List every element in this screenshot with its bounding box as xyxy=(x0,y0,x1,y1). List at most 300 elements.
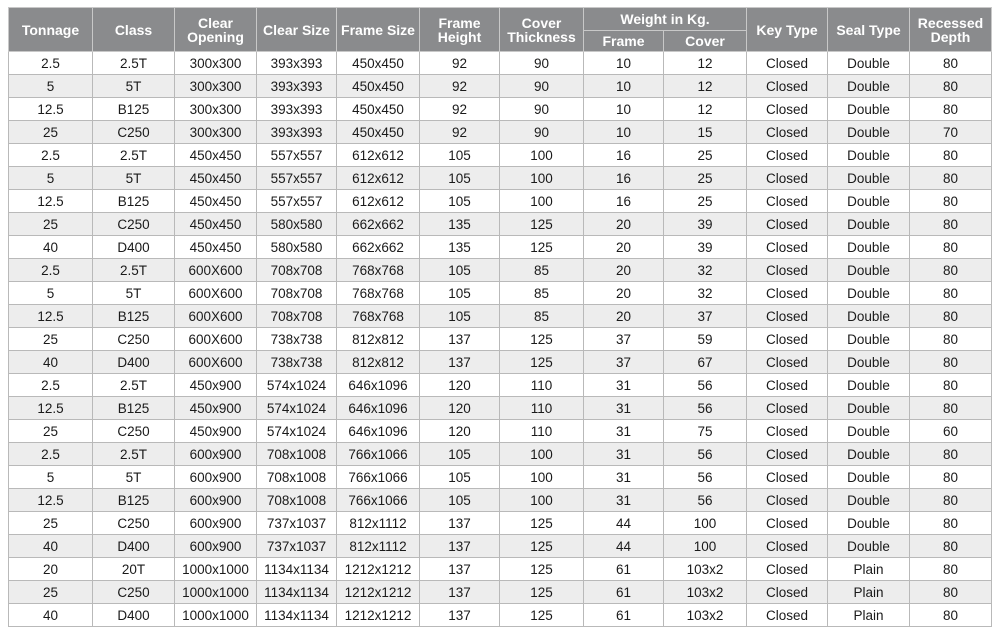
cell-seal-type: Double xyxy=(828,236,910,259)
header-tonnage: Tonnage xyxy=(9,8,93,52)
cell-class: 5T xyxy=(93,466,175,489)
table-row xyxy=(9,121,992,144)
table-row xyxy=(9,236,992,259)
header-frame-height: Frame Height xyxy=(420,8,500,52)
cell-recessed-depth: 80 xyxy=(910,466,992,489)
cell-key-type: Closed xyxy=(747,443,828,466)
cell-class: B125 xyxy=(93,98,175,121)
cell-clear-opening: 450x450 xyxy=(175,144,257,167)
header-seal-type: Seal Type xyxy=(828,8,910,52)
cell-frame-size: 450x450 xyxy=(337,121,420,144)
table-row xyxy=(9,489,992,512)
cell-seal-type: Double xyxy=(828,52,910,75)
cell-weight-cover: 25 xyxy=(664,190,747,213)
cell-weight-cover: 56 xyxy=(664,374,747,397)
cell-recessed-depth: 80 xyxy=(910,144,992,167)
cell-clear-size: 708x1008 xyxy=(257,443,337,466)
cell-clear-size: 393x393 xyxy=(257,98,337,121)
cell-recessed-depth: 80 xyxy=(910,282,992,305)
cell-cover-thickness: 85 xyxy=(500,305,584,328)
cell-key-type: Closed xyxy=(747,581,828,604)
cell-frame-size: 662x662 xyxy=(337,236,420,259)
cell-weight-cover: 103x2 xyxy=(664,604,747,627)
table-row xyxy=(9,374,992,397)
table-row xyxy=(9,466,992,489)
cell-frame-size: 662x662 xyxy=(337,213,420,236)
cell-weight-frame: 16 xyxy=(584,190,664,213)
cell-clear-opening: 450x450 xyxy=(175,213,257,236)
table-header xyxy=(9,8,992,52)
cell-class: 5T xyxy=(93,282,175,305)
cell-class: B125 xyxy=(93,397,175,420)
cell-weight-cover: 103x2 xyxy=(664,558,747,581)
cell-tonnage: 40 xyxy=(9,604,93,627)
header-weight-cover: Cover xyxy=(664,31,747,52)
cell-clear-size: 738x738 xyxy=(257,351,337,374)
cell-weight-cover: 56 xyxy=(664,466,747,489)
cell-weight-cover: 32 xyxy=(664,259,747,282)
cell-frame-height: 137 xyxy=(420,351,500,374)
cell-key-type: Closed xyxy=(747,558,828,581)
cell-key-type: Closed xyxy=(747,236,828,259)
cell-key-type: Closed xyxy=(747,512,828,535)
cell-frame-height: 105 xyxy=(420,489,500,512)
cell-weight-frame: 10 xyxy=(584,52,664,75)
table-row xyxy=(9,420,992,443)
cell-tonnage: 12.5 xyxy=(9,98,93,121)
cell-class: C250 xyxy=(93,121,175,144)
cell-tonnage: 2.5 xyxy=(9,374,93,397)
cell-class: 5T xyxy=(93,75,175,98)
cell-cover-thickness: 85 xyxy=(500,282,584,305)
cell-recessed-depth: 80 xyxy=(910,52,992,75)
table-row xyxy=(9,167,992,190)
cell-clear-size: 393x393 xyxy=(257,121,337,144)
cell-seal-type: Plain xyxy=(828,558,910,581)
cell-weight-cover: 59 xyxy=(664,328,747,351)
cell-weight-cover: 12 xyxy=(664,52,747,75)
cell-frame-size: 1212x1212 xyxy=(337,558,420,581)
cell-frame-height: 137 xyxy=(420,535,500,558)
cell-weight-frame: 61 xyxy=(584,604,664,627)
cell-clear-opening: 450x900 xyxy=(175,374,257,397)
cell-key-type: Closed xyxy=(747,466,828,489)
cell-clear-size: 557x557 xyxy=(257,167,337,190)
cell-key-type: Closed xyxy=(747,489,828,512)
cell-weight-frame: 31 xyxy=(584,420,664,443)
cell-weight-cover: 12 xyxy=(664,75,747,98)
table-row xyxy=(9,190,992,213)
cell-seal-type: Double xyxy=(828,397,910,420)
header-cover-thickness: Cover Thickness xyxy=(500,8,584,52)
cell-seal-type: Double xyxy=(828,213,910,236)
cell-class: 2.5T xyxy=(93,443,175,466)
cell-key-type: Closed xyxy=(747,213,828,236)
cell-weight-frame: 20 xyxy=(584,213,664,236)
table-row xyxy=(9,144,992,167)
cell-cover-thickness: 125 xyxy=(500,558,584,581)
cell-class: 2.5T xyxy=(93,259,175,282)
table-body xyxy=(9,52,992,627)
cell-recessed-depth: 80 xyxy=(910,328,992,351)
cell-cover-thickness: 110 xyxy=(500,397,584,420)
cell-seal-type: Plain xyxy=(828,604,910,627)
cell-recessed-depth: 80 xyxy=(910,443,992,466)
cell-key-type: Closed xyxy=(747,374,828,397)
cell-frame-height: 92 xyxy=(420,98,500,121)
cell-clear-opening: 300x300 xyxy=(175,98,257,121)
cell-frame-height: 105 xyxy=(420,167,500,190)
cell-frame-size: 812x812 xyxy=(337,351,420,374)
cell-recessed-depth: 80 xyxy=(910,167,992,190)
cell-class: B125 xyxy=(93,489,175,512)
cell-weight-frame: 10 xyxy=(584,98,664,121)
cell-tonnage: 40 xyxy=(9,535,93,558)
cell-cover-thickness: 100 xyxy=(500,167,584,190)
cell-clear-opening: 1000x1000 xyxy=(175,558,257,581)
cell-key-type: Closed xyxy=(747,397,828,420)
cell-cover-thickness: 125 xyxy=(500,213,584,236)
cell-tonnage: 2.5 xyxy=(9,443,93,466)
cell-tonnage: 25 xyxy=(9,420,93,443)
cell-weight-frame: 31 xyxy=(584,466,664,489)
cell-frame-size: 766x1066 xyxy=(337,466,420,489)
cell-recessed-depth: 80 xyxy=(910,98,992,121)
cell-clear-size: 574x1024 xyxy=(257,420,337,443)
cell-frame-height: 137 xyxy=(420,328,500,351)
manhole-cover-spec-table xyxy=(8,7,992,627)
cell-clear-opening: 600x900 xyxy=(175,512,257,535)
cell-tonnage: 2.5 xyxy=(9,52,93,75)
cell-tonnage: 2.5 xyxy=(9,144,93,167)
cell-seal-type: Double xyxy=(828,144,910,167)
cell-frame-size: 646x1096 xyxy=(337,374,420,397)
cell-class: D400 xyxy=(93,535,175,558)
table-row xyxy=(9,328,992,351)
cell-seal-type: Double xyxy=(828,374,910,397)
cell-recessed-depth: 80 xyxy=(910,213,992,236)
header-clear-opening: Clear Opening xyxy=(175,8,257,52)
header-class: Class xyxy=(93,8,175,52)
cell-clear-opening: 450x900 xyxy=(175,397,257,420)
cell-cover-thickness: 110 xyxy=(500,420,584,443)
cell-weight-frame: 61 xyxy=(584,581,664,604)
table-row xyxy=(9,558,992,581)
cell-weight-cover: 25 xyxy=(664,144,747,167)
cell-tonnage: 25 xyxy=(9,328,93,351)
cell-frame-size: 766x1066 xyxy=(337,489,420,512)
cell-recessed-depth: 80 xyxy=(910,351,992,374)
cell-seal-type: Double xyxy=(828,351,910,374)
table-row xyxy=(9,351,992,374)
cell-class: C250 xyxy=(93,213,175,236)
cell-class: 2.5T xyxy=(93,374,175,397)
cell-weight-frame: 31 xyxy=(584,397,664,420)
cell-seal-type: Double xyxy=(828,121,910,144)
table-row xyxy=(9,98,992,121)
cell-weight-cover: 37 xyxy=(664,305,747,328)
cell-frame-size: 766x1066 xyxy=(337,443,420,466)
cell-frame-size: 612x612 xyxy=(337,190,420,213)
cell-weight-frame: 16 xyxy=(584,144,664,167)
cell-recessed-depth: 80 xyxy=(910,535,992,558)
table-row xyxy=(9,259,992,282)
cell-seal-type: Double xyxy=(828,420,910,443)
cell-tonnage: 5 xyxy=(9,75,93,98)
cell-class: 2.5T xyxy=(93,144,175,167)
cell-weight-frame: 31 xyxy=(584,489,664,512)
cell-cover-thickness: 125 xyxy=(500,535,584,558)
cell-key-type: Closed xyxy=(747,190,828,213)
cell-cover-thickness: 125 xyxy=(500,581,584,604)
cell-frame-size: 1212x1212 xyxy=(337,604,420,627)
cell-key-type: Closed xyxy=(747,75,828,98)
cell-tonnage: 12.5 xyxy=(9,397,93,420)
cell-tonnage: 5 xyxy=(9,466,93,489)
cell-clear-opening: 300x300 xyxy=(175,75,257,98)
cell-class: C250 xyxy=(93,512,175,535)
cell-class: B125 xyxy=(93,305,175,328)
table-row xyxy=(9,443,992,466)
cell-class: 2.5T xyxy=(93,52,175,75)
cell-cover-thickness: 100 xyxy=(500,489,584,512)
cell-clear-size: 708x1008 xyxy=(257,489,337,512)
table-row xyxy=(9,512,992,535)
cell-weight-cover: 12 xyxy=(664,98,747,121)
cell-weight-frame: 31 xyxy=(584,374,664,397)
cell-tonnage: 12.5 xyxy=(9,305,93,328)
cell-tonnage: 25 xyxy=(9,121,93,144)
cell-frame-size: 1212x1212 xyxy=(337,581,420,604)
table-row xyxy=(9,604,992,627)
cell-weight-frame: 10 xyxy=(584,121,664,144)
cell-class: 20T xyxy=(93,558,175,581)
table-row xyxy=(9,397,992,420)
table-row xyxy=(9,213,992,236)
cell-seal-type: Double xyxy=(828,98,910,121)
cell-cover-thickness: 100 xyxy=(500,144,584,167)
cell-weight-cover: 100 xyxy=(664,512,747,535)
cell-frame-height: 137 xyxy=(420,558,500,581)
cell-frame-size: 450x450 xyxy=(337,75,420,98)
cell-clear-size: 708x708 xyxy=(257,282,337,305)
cell-key-type: Closed xyxy=(747,259,828,282)
table-row xyxy=(9,581,992,604)
cell-key-type: Closed xyxy=(747,52,828,75)
cell-frame-size: 768x768 xyxy=(337,259,420,282)
table-row xyxy=(9,52,992,75)
cell-weight-cover: 56 xyxy=(664,443,747,466)
cell-tonnage: 40 xyxy=(9,236,93,259)
cell-frame-height: 137 xyxy=(420,581,500,604)
cell-clear-opening: 600x900 xyxy=(175,466,257,489)
cell-frame-height: 135 xyxy=(420,213,500,236)
cell-frame-size: 612x612 xyxy=(337,167,420,190)
table-row xyxy=(9,75,992,98)
cell-cover-thickness: 90 xyxy=(500,52,584,75)
cell-frame-height: 105 xyxy=(420,259,500,282)
cell-clear-opening: 450x900 xyxy=(175,420,257,443)
cell-recessed-depth: 60 xyxy=(910,420,992,443)
cell-weight-frame: 37 xyxy=(584,328,664,351)
cell-tonnage: 12.5 xyxy=(9,190,93,213)
cell-cover-thickness: 110 xyxy=(500,374,584,397)
cell-frame-height: 105 xyxy=(420,443,500,466)
cell-frame-height: 137 xyxy=(420,512,500,535)
cell-key-type: Closed xyxy=(747,144,828,167)
cell-tonnage: 40 xyxy=(9,351,93,374)
cell-cover-thickness: 100 xyxy=(500,190,584,213)
cell-clear-size: 738x738 xyxy=(257,328,337,351)
cell-recessed-depth: 80 xyxy=(910,259,992,282)
cell-weight-frame: 20 xyxy=(584,236,664,259)
cell-frame-height: 135 xyxy=(420,236,500,259)
cell-class: D400 xyxy=(93,604,175,627)
cell-key-type: Closed xyxy=(747,282,828,305)
header-frame-size: Frame Size xyxy=(337,8,420,52)
cell-frame-height: 105 xyxy=(420,466,500,489)
cell-frame-height: 105 xyxy=(420,305,500,328)
cell-cover-thickness: 85 xyxy=(500,259,584,282)
cell-weight-cover: 39 xyxy=(664,213,747,236)
cell-frame-size: 768x768 xyxy=(337,282,420,305)
cell-seal-type: Double xyxy=(828,282,910,305)
cell-weight-cover: 39 xyxy=(664,236,747,259)
cell-class: C250 xyxy=(93,328,175,351)
header-weight-group: Weight in Kg. xyxy=(584,8,747,31)
cell-frame-size: 812x812 xyxy=(337,328,420,351)
cell-frame-height: 120 xyxy=(420,420,500,443)
cell-cover-thickness: 100 xyxy=(500,466,584,489)
cell-weight-frame: 20 xyxy=(584,305,664,328)
cell-clear-opening: 300x300 xyxy=(175,52,257,75)
cell-clear-opening: 600x900 xyxy=(175,443,257,466)
cell-frame-size: 450x450 xyxy=(337,98,420,121)
cell-clear-opening: 600X600 xyxy=(175,305,257,328)
cell-weight-frame: 44 xyxy=(584,535,664,558)
cell-seal-type: Double xyxy=(828,190,910,213)
cell-cover-thickness: 90 xyxy=(500,98,584,121)
cell-clear-opening: 1000x1000 xyxy=(175,604,257,627)
cell-clear-opening: 450x450 xyxy=(175,190,257,213)
cell-recessed-depth: 80 xyxy=(910,558,992,581)
cell-clear-size: 580x580 xyxy=(257,213,337,236)
cell-cover-thickness: 125 xyxy=(500,604,584,627)
cell-frame-height: 105 xyxy=(420,282,500,305)
cell-frame-size: 812x1112 xyxy=(337,512,420,535)
cell-frame-height: 137 xyxy=(420,604,500,627)
cell-frame-size: 612x612 xyxy=(337,144,420,167)
cell-frame-height: 120 xyxy=(420,374,500,397)
cell-weight-frame: 10 xyxy=(584,75,664,98)
cell-recessed-depth: 80 xyxy=(910,236,992,259)
cell-cover-thickness: 125 xyxy=(500,328,584,351)
cell-clear-size: 574x1024 xyxy=(257,397,337,420)
cell-seal-type: Double xyxy=(828,466,910,489)
cell-key-type: Closed xyxy=(747,535,828,558)
header-clear-size: Clear Size xyxy=(257,8,337,52)
cell-clear-opening: 450x450 xyxy=(175,236,257,259)
cell-tonnage: 25 xyxy=(9,512,93,535)
cell-weight-frame: 44 xyxy=(584,512,664,535)
cell-key-type: Closed xyxy=(747,351,828,374)
cell-clear-opening: 600X600 xyxy=(175,282,257,305)
cell-tonnage: 5 xyxy=(9,282,93,305)
table-row xyxy=(9,535,992,558)
cell-clear-size: 1134x1134 xyxy=(257,558,337,581)
cell-tonnage: 25 xyxy=(9,581,93,604)
cell-clear-size: 708x708 xyxy=(257,305,337,328)
table-row xyxy=(9,282,992,305)
cell-seal-type: Double xyxy=(828,328,910,351)
cell-weight-frame: 37 xyxy=(584,351,664,374)
cell-clear-opening: 600x900 xyxy=(175,489,257,512)
cell-recessed-depth: 80 xyxy=(910,305,992,328)
cell-seal-type: Double xyxy=(828,535,910,558)
cell-weight-cover: 15 xyxy=(664,121,747,144)
cell-cover-thickness: 90 xyxy=(500,75,584,98)
cell-recessed-depth: 80 xyxy=(910,397,992,420)
cell-weight-cover: 75 xyxy=(664,420,747,443)
cell-seal-type: Double xyxy=(828,489,910,512)
cell-cover-thickness: 90 xyxy=(500,121,584,144)
cell-class: 5T xyxy=(93,167,175,190)
cell-weight-cover: 56 xyxy=(664,489,747,512)
cell-weight-cover: 32 xyxy=(664,282,747,305)
cell-recessed-depth: 80 xyxy=(910,512,992,535)
cell-clear-size: 393x393 xyxy=(257,75,337,98)
cell-cover-thickness: 100 xyxy=(500,443,584,466)
cell-weight-cover: 67 xyxy=(664,351,747,374)
cell-cover-thickness: 125 xyxy=(500,236,584,259)
cell-key-type: Closed xyxy=(747,305,828,328)
cell-clear-size: 574x1024 xyxy=(257,374,337,397)
cell-frame-size: 646x1096 xyxy=(337,397,420,420)
cell-recessed-depth: 80 xyxy=(910,604,992,627)
cell-seal-type: Double xyxy=(828,305,910,328)
cell-tonnage: 20 xyxy=(9,558,93,581)
cell-class: D400 xyxy=(93,351,175,374)
cell-weight-frame: 16 xyxy=(584,167,664,190)
cell-seal-type: Double xyxy=(828,443,910,466)
cell-clear-opening: 450x450 xyxy=(175,167,257,190)
cell-clear-size: 1134x1134 xyxy=(257,604,337,627)
cell-recessed-depth: 80 xyxy=(910,489,992,512)
cell-weight-frame: 31 xyxy=(584,443,664,466)
header-recessed-depth: Recessed Depth xyxy=(910,8,992,52)
cell-recessed-depth: 70 xyxy=(910,121,992,144)
cell-clear-size: 580x580 xyxy=(257,236,337,259)
cell-clear-size: 737x1037 xyxy=(257,535,337,558)
cell-key-type: Closed xyxy=(747,121,828,144)
cell-frame-height: 92 xyxy=(420,121,500,144)
cell-seal-type: Double xyxy=(828,167,910,190)
cell-clear-opening: 600X600 xyxy=(175,259,257,282)
cell-frame-size: 646x1096 xyxy=(337,420,420,443)
cell-clear-size: 393x393 xyxy=(257,52,337,75)
cell-frame-height: 105 xyxy=(420,190,500,213)
cell-frame-height: 92 xyxy=(420,52,500,75)
cell-key-type: Closed xyxy=(747,420,828,443)
cell-recessed-depth: 80 xyxy=(910,190,992,213)
cell-clear-opening: 600X600 xyxy=(175,328,257,351)
cell-frame-size: 812x1112 xyxy=(337,535,420,558)
cell-clear-opening: 300x300 xyxy=(175,121,257,144)
cell-frame-height: 120 xyxy=(420,397,500,420)
cell-frame-height: 92 xyxy=(420,75,500,98)
cell-clear-opening: 1000x1000 xyxy=(175,581,257,604)
cell-cover-thickness: 125 xyxy=(500,512,584,535)
